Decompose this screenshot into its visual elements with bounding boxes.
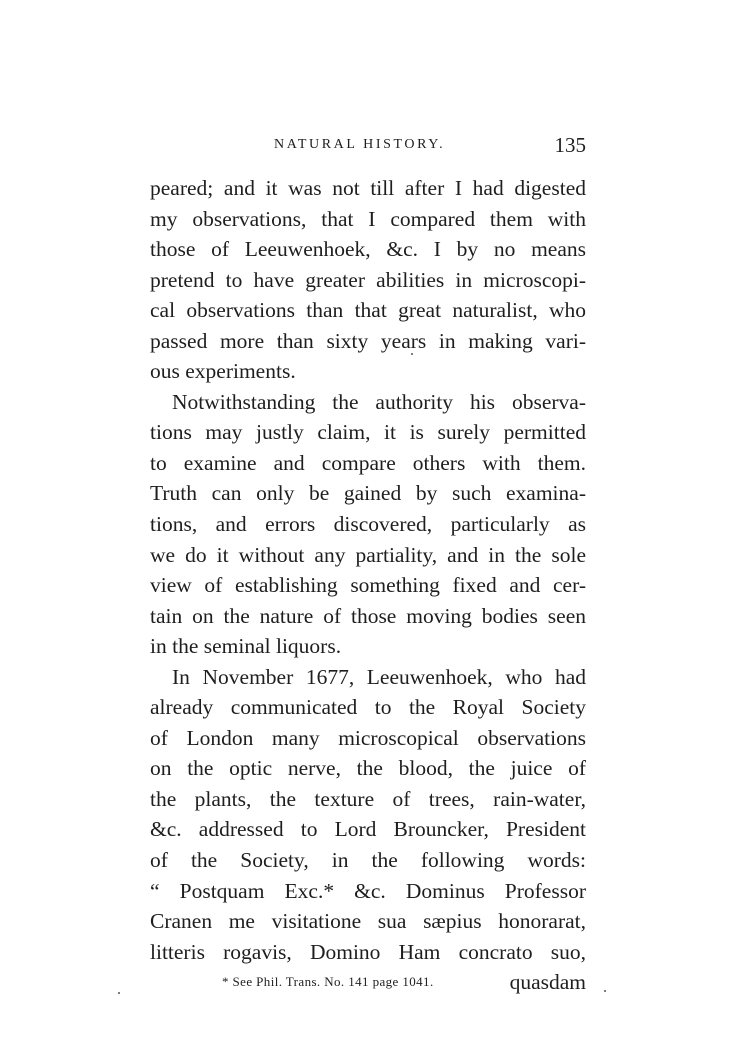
text-line: cal observations than that great naturalist, who: [150, 298, 586, 323]
text-line: passed more than sixty years in making vari-: [150, 328, 586, 353]
speck-mark: [411, 353, 413, 355]
text-line: view of establishing something fixed and cer-: [150, 573, 586, 598]
running-head: [150, 133, 590, 161]
paragraph-start-line: In November 1677, Leeuwenhoek, who had: [172, 664, 586, 689]
text-line: Truth can only be gained by such examina-: [150, 481, 586, 506]
body-text: [150, 173, 586, 998]
text-line: tain on the nature of those moving bodies seen: [150, 603, 586, 628]
text-line: tions, and errors discovered, particularly as: [150, 512, 586, 537]
text-line: Cranen me visitatione sua sæpius honorarat,: [150, 909, 586, 934]
text-line: “ Postquam Exc.* &c. Dominus Professor: [150, 878, 586, 903]
text-line: peared; and it was not till after I had digested: [150, 176, 586, 200]
text-line: my observations, that I compared them with: [150, 206, 586, 231]
text-line: already communicated to the Royal Society: [150, 695, 586, 720]
page-number: 135: [554, 133, 586, 157]
running-title: NATURAL HISTORY.: [274, 137, 446, 152]
text-line: of London many microscopical observations: [150, 725, 586, 750]
text-line: tions may justly claim, it is surely permitted: [150, 420, 586, 445]
text-line: in the seminal liquors.: [150, 634, 342, 659]
paragraph-start-line: Notwithstanding the authority his observa-: [172, 389, 586, 414]
text-line: &c. addressed to Lord Brouncker, President: [150, 817, 586, 842]
text-line: to examine and compare others with them.: [150, 450, 586, 475]
catchword: quasdam: [509, 970, 586, 995]
speck-mark: [118, 992, 120, 994]
text-line: we do it without any partiality, and in the sole: [150, 542, 586, 567]
footnote: * See Phil. Trans. No. 141 page 1041.: [222, 974, 434, 989]
text-line: the plants, the texture of trees, rain-water,: [150, 786, 586, 811]
text-line: ous experiments.: [150, 359, 296, 384]
text-line: those of Leeuwenhoek, &c. I by no means: [150, 237, 586, 262]
text-line: litteris rogavis, Domino Ham concrato suo,: [150, 939, 586, 964]
speck-mark: [604, 990, 606, 992]
text-line: pretend to have greater abilities in microscopi-: [150, 267, 586, 292]
text-line: on the optic nerve, the blood, the juice of: [150, 756, 586, 781]
text-line: of the Society, in the following words:: [150, 848, 586, 873]
